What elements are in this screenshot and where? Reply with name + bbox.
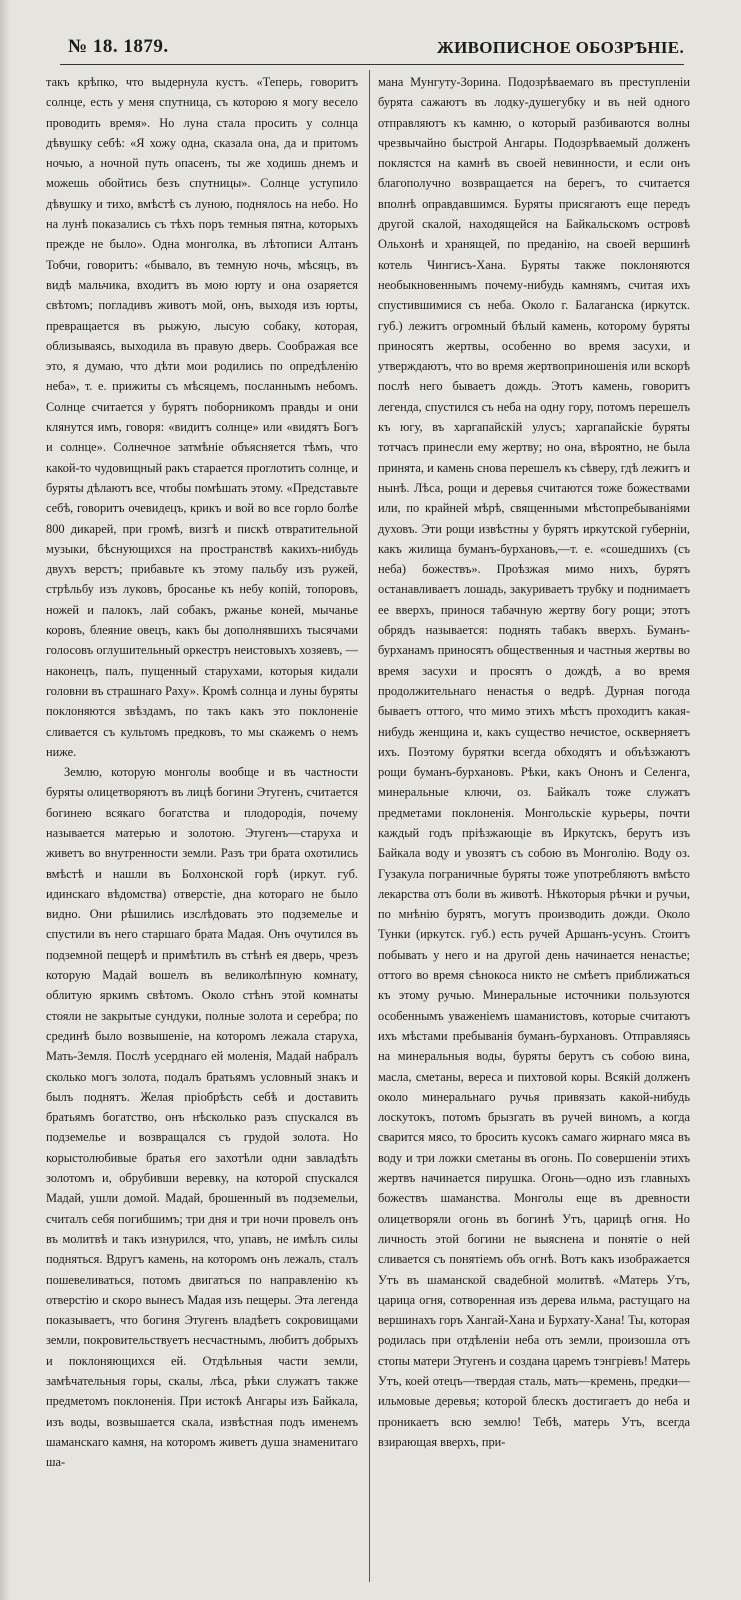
left-column [46, 72, 358, 1582]
page-header [60, 34, 684, 65]
left-paragraph-2: Землю, которую монголы вообще и въ частности буряты олицетворяютъ въ лицѣ богини Этугенъ, считается богинею всякаго богатства и плодородія, почему называется матерью и золотою. Этугенъ—старуха и живетъ во внутренности земли. Разъ три брата охотились вмѣстѣ и нашли въ Болхонской горѣ (иркут. губ. идинскаго вѣдомства) отверстіе, дна котораго не было видно. Они рѣшились изслѣдовать это подземелье и спустили въ него старшаго брата Мадая. Онъ очутился въ подземной пещерѣ и примѣтилъ въ стѣнѣ ея дверь, чрезъ которую Мадай вошелъ въ великолѣпную комнату, облитую яркимъ свѣтомъ. Около стѣнъ этой комнаты стояли не закрытые сундуки, полные золота и серебра; по срединѣ было возвышеніе, на которомъ лежала старуха, Мать-Земля. Послѣ усерднаго ей моленія, Мадай набралъ сколько могъ золота, подалъ братьямъ условный знакъ и былъ поднятъ. Желая пріобрѣсть себѣ и доставить братьямъ богатство, онъ нѣсколько разъ спускался въ подземелье и возвращался съ грудой золота. Но корыстолюбивые братья его захотѣли одни завладѣть золотомъ и, обрубивши веревку, на которой спускался Мадай, ушли домой. Мадай, брошенный въ подземельи, считалъ себя погибшимъ; три дня и три ночи провелъ онъ въ молитвѣ и такъ изнурился, что, упавъ, не имѣлъ силы подняться. Вдругъ камень, на которомъ онъ лежалъ, сталъ пошевеливаться, потомъ двигаться по направленію къ отверстію и скоро вынесъ Мадая изъ пещеры. Эта легенда показываетъ, что богиня Этугенъ владѣетъ сокровищами земли, покровительствуетъ несчастнымъ, любитъ добрыхъ и поклоняющихся ей. Отдѣльныя части земли, замѣчательныя горы, скалы, лѣса, рѣки служатъ также предметомъ поклоненія. При истокѣ Ангары изъ Байкала, изъ воды, возвышается скала, извѣстная подъ именемъ шаманскаго камня, на которомъ живетъ душа знаменитаго ша- [46, 765, 358, 1470]
column-divider [369, 70, 370, 1582]
issue-number: № 18. 1879. [68, 36, 169, 57]
right-column [378, 72, 690, 1582]
left-paragraph-1: такъ крѣпко, что выдернула кустъ. «Теперь, говоритъ солнце, есть у меня спутница, съ которою я могу весело проводить время». Но луна стала просить у солнца дѣвушку себѣ: «Я хожу одна, сказала она, да и притомъ ночью, а ночной путь опасенъ, ты же ходишь днемъ и можешь обойтись безъ спутницы». Солнце уступило дѣвушку и тихо, вмѣстѣ съ луною, поднялось на небо. Но на лунѣ показались съ тѣхъ поръ темныя пятна, которыхъ прежде не было». Одна монголка, въ лѣтописи Алтанъ Тобчи, говоритъ: «бывало, въ темную ночь, мѣсяцъ, въ видѣ мальчика, входитъ въ мою юрту и она озаряется свѣтомъ; погладивъ животъ мой, онъ, выходя изъ юрты, превращается въ рыжую, лысую собаку, которая, облизываясь, выходила въ правую дверь. Соображая все это, я думаю, что дѣти мои родились по опредѣленію неба», т. е. прижиты съ мѣсяцемъ, посланнымъ небомъ. Солнце считается у бурятъ поборникомъ правды и они клянутся имъ, говоря: «видитъ солнце» или «видятъ Богъ и солнце». Солнечное затмѣніе объясняется тѣмъ, что какой-то чудовищный ракъ старается проглотить солнце, и буряты дѣлаютъ все, чтобы помѣшать этому. «Представьте себѣ, говоритъ очевидецъ, крикъ и вой во все горло болѣе 800 дикарей, при громѣ, визгѣ и пискѣ отвратительной музыки, бѣснующихся на пространствѣ какихъ-нибудь двухъ верстъ; прибавьте къ этому пальбу изъ ружей, стрѣльбу изъ луковъ, бросанье къ небу копій, топоровъ, ножей и палокъ, лай собакъ, ржанье коней, мычанье коровъ, блеяние овецъ, какъ бы дополнявшихъ тысячами голосовъ оглушительный оркестръ неистовыхъ хозяевъ, — наконецъ, палъ, пущенный старухами, которыя кидали головни въ страшнаго Раху». Кромѣ солнца и луны буряты поклоняются звѣздамъ, по такъ какъ это поклоненіе сливается съ культомъ предковъ, то мы скажемъ о немъ ниже. [46, 75, 358, 759]
right-paragraph-1: мана Мунгуту-Зорина. Подозрѣваемаго въ преступленіи бурята сажаютъ въ лодку-душегубку и въ ней одного отправляютъ къ камню, о который разбиваются волны чрезвычайно быстрой Ангары. Подозрѣваемый долженъ поклястся на камнѣ въ своей невинности, и если онъ благополучно возвращается на берегъ, то считается вполнѣ оправдавшимся. Буряты присягаютъ еще передъ другой скалой, находящейся на Байкальскомъ островѣ Ольхонѣ и хранящей, по преданію, на своей вершинѣ котель Чингисъ-Хана. Буряты также поклоняются необыкновеннымъ почему-нибудь камнямъ, считая ихъ спустившимися съ неба. Около г. Балаганска (иркутск. губ.) лежитъ огромный бѣлый камень, которому буряты приносятъ жертвы, особенно во время засухи, и утверждаютъ, что во время жертвоприношенія или вскорѣ послѣ него бываетъ дождь. Этотъ камень, говоритъ легенда, спустился съ неба на одну гору, потомъ перешелъ къ югу, въ харгапайскій улусъ; харгапайскіе буряты тотчасъ принесли ему жертву; но она, вѣроятно, не была принята, и камень снова перешелъ къ сѣверу, гдѣ лежитъ и нынѣ. Лѣса, рощи и деревья считаются тоже божествами или, по крайней мѣрѣ, священными мѣстопребываніями духовъ. Эти рощи извѣстны у бурятъ иркутской губерніи, какъ жилища буманъ-бурхановъ,—т. е. «сошедшихъ (съ неба) божествъ». Проѣзжая мимо нихъ, бурятъ останавливаетъ лошадь, закуриваетъ трубку и поднимаетъ ее вверхъ, принося табачную жертву богу рощи; этотъ обрядъ называется: поднять табакъ вверхъ. Буманъ-бурханамъ приносятъ общественныя и частныя жертвы во время засухи и просятъ о дождѣ, а во время продолжительнаго ненастья о ведрѣ. Дурная погода бываетъ оттого, что мимо этихъ мѣстъ проходитъ какая-нибудь женщина и, какъ существо нечистое, оскверняетъ ихъ. Поэтому бурятки всегда обходятъ и объѣзжаютъ рощи буманъ-бурхановъ. Рѣки, какъ Ононъ и Селенга, минеральные ключи, оз. Байкалъ тоже служатъ предметами поклоненія. Монгольскіе курьеры, почти каждый годъ пріѣзжающіе въ Иркутскъ, берутъ изъ Байкала воду и увозятъ съ собою въ Монголію. Воду оз. Гузакула пограничные буряты тоже употребляютъ вмѣсто лекарства отъ боли въ животѣ. Нѣкоторыя рѣчки и ручьи, по мнѣнію бурятъ, могутъ производить дожди. Около Тунки (иркутск. губ.) есть ручей Аршанъ-усунъ. Стоитъ побывать у него и на другой день начинается ненастье; оттого во время сѣнокоса никто не смѣетъ приближаться къ этому ручью. Минеральные источники пользуются особеннымъ уваженіемъ шаманистовъ, которые считаютъ ихъ мѣстами пребыванія буманъ-бурхановъ. Отправляясь на минеральныя воды, буряты берутъ съ собою вина, масла, сметаны, вереса и пихтовой коры. Всякій долженъ около минеральнаго ручья привязать какой-нибудь лоскутокъ, потомъ брызгать въ ручей виномъ, а когда сварится мясо, то бросить кусокъ самаго жирнаго мяса въ воду и три ложки сметаны въ огонь. По совершеніи этихъ жертвъ начинается пирушка. Огонь—одно изъ главныхъ божествъ шаманства. Монголы еще въ древности олицетворяли огонь въ богинѣ Утъ, царицѣ огня. Но личность этой богини не выяснена и понятіе о ней сливается съ понятіемъ объ огнѣ. Вотъ какъ изображается Утъ въ шаманской свадебной молитвѣ. «Матерь Утъ, царица огня, сотворенная изъ дерева ильма, растущаго на вершинахъ горъ Хангай-Хана и Бурхату-Хана! Ты, которая родилась при отдѣленіи неба отъ земли, произошла отъ стопы матери Этугенъ и создана царемъ тэнгріевъ! Матерь Утъ, коей отецъ—твердая сталь, мать—кремень, предки—ильмовые деревья; которой блескъ достигаетъ до неба и проникаетъ всю землю! Тебѣ, матерь Утъ, всегда взирающая вверхъ, при- [378, 75, 690, 1449]
page-gutter-shadow [0, 0, 10, 1600]
journal-title: ЖИВОПИСНОЕ ОБОЗРѢНІЕ. [437, 38, 684, 57]
